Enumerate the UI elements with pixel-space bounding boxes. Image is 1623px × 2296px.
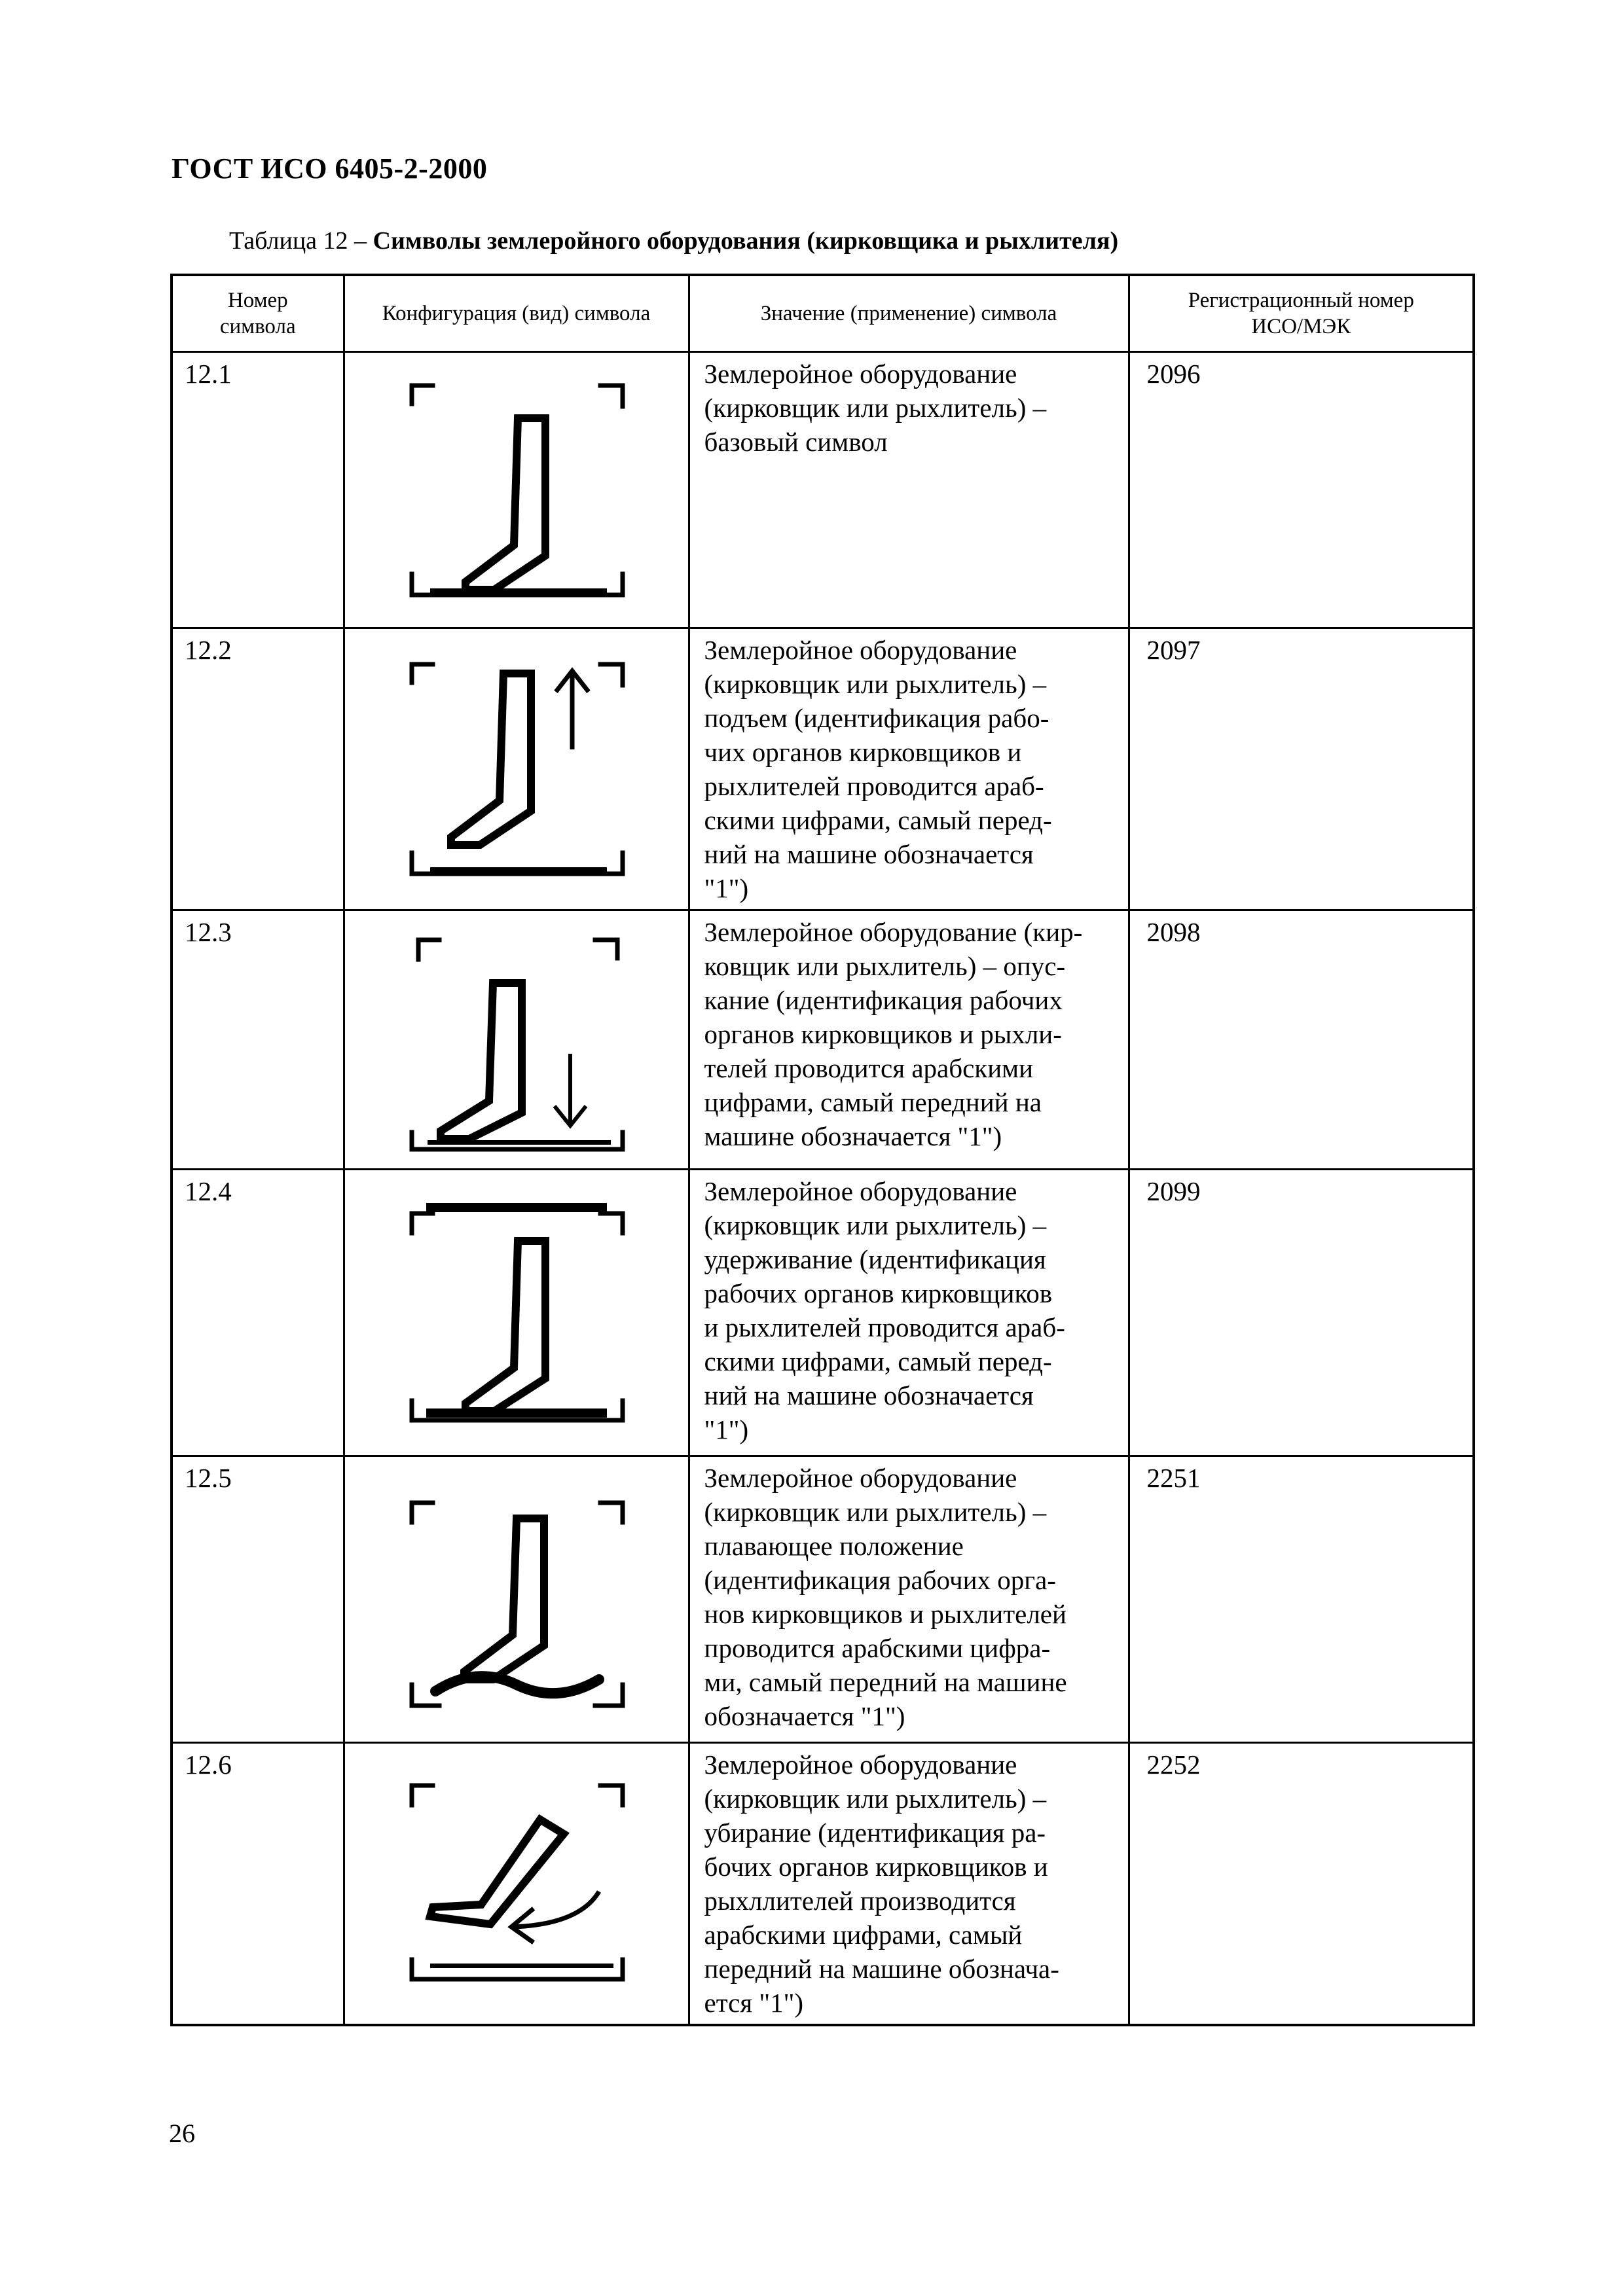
meaning-line: "1") bbox=[704, 873, 749, 903]
meaning-line: нов кирковщиков и рыхлителей bbox=[704, 1599, 1067, 1629]
symbol-number: 12.2 bbox=[172, 628, 344, 910]
meaning-line: удерживание (идентификация bbox=[704, 1244, 1046, 1274]
symbol-meaning bbox=[689, 352, 1129, 628]
symbol-configuration bbox=[344, 1743, 689, 2026]
ripper-retract-icon bbox=[399, 1753, 634, 2015]
column-header-number-line1: Номер bbox=[227, 288, 288, 312]
symbol-configuration bbox=[344, 910, 689, 1170]
meaning-line: Землеройное оборудование bbox=[704, 635, 1017, 665]
table-caption bbox=[229, 226, 1118, 255]
registration-number: 2252 bbox=[1129, 1743, 1474, 2026]
column-header-number bbox=[172, 275, 344, 352]
symbol-meaning bbox=[689, 1456, 1129, 1743]
meaning-line: (кирковщик или рыхлитель) – bbox=[704, 393, 1047, 423]
meaning-line: рыхлителей проводится араб- bbox=[704, 771, 1044, 801]
document-header: ГОСТ ИСО 6405-2-2000 bbox=[172, 152, 488, 185]
meaning-line: "1") bbox=[704, 1414, 749, 1444]
ripper-lower-icon bbox=[399, 919, 634, 1161]
symbol-number: 12.4 bbox=[172, 1170, 344, 1456]
meaning-line: (идентификация рабочих орга- bbox=[704, 1565, 1056, 1595]
meaning-line: рыхллителей производится bbox=[704, 1886, 1016, 1916]
column-header-reg-line2: ИСО/МЭК bbox=[1251, 315, 1351, 338]
table-row bbox=[172, 1170, 1474, 1456]
symbol-configuration bbox=[344, 352, 689, 628]
symbol-meaning bbox=[689, 1170, 1129, 1456]
meaning-line: чих органов кирковщиков и bbox=[704, 737, 1022, 767]
meaning-line: кание (идентификация рабочих bbox=[704, 985, 1063, 1015]
meaning-line: Землеройное оборудование bbox=[704, 1463, 1017, 1493]
meaning-line: Землеройное оборудование bbox=[704, 1749, 1017, 1780]
meaning-line: убирание (идентификация ра- bbox=[704, 1818, 1046, 1848]
symbol-meaning bbox=[689, 1743, 1129, 2026]
meaning-line: (кирковщик или рыхлитель) – bbox=[704, 1497, 1047, 1527]
meaning-line: передний на машине обознача- bbox=[704, 1954, 1059, 1984]
ripper-raise-icon bbox=[399, 645, 634, 893]
symbol-number: 12.5 bbox=[172, 1456, 344, 1743]
meaning-line: Землеройное оборудование bbox=[704, 359, 1017, 389]
meaning-line: органов кирковщиков и рыхли- bbox=[704, 1019, 1062, 1049]
table-row bbox=[172, 910, 1474, 1170]
meaning-line: рабочих органов кирковщиков bbox=[704, 1278, 1053, 1308]
meaning-line: проводится арабскими цифра- bbox=[704, 1633, 1051, 1663]
meaning-line: ний на машине обозначается bbox=[704, 839, 1034, 869]
meaning-line: ний на машине обозначается bbox=[704, 1380, 1034, 1410]
symbol-configuration bbox=[344, 1456, 689, 1743]
column-header-config: Конфигурация (вид) символа bbox=[344, 275, 689, 352]
symbol-number: 12.3 bbox=[172, 910, 344, 1170]
meaning-line: ми, самый передний на машине bbox=[704, 1667, 1067, 1697]
meaning-line: обозначается "1") bbox=[704, 1701, 905, 1731]
registration-number: 2096 bbox=[1129, 352, 1474, 628]
page-number: 26 bbox=[169, 2119, 195, 2148]
table-row bbox=[172, 352, 1474, 628]
symbol-number: 12.6 bbox=[172, 1743, 344, 2026]
meaning-line: телей проводится арабскими bbox=[704, 1053, 1034, 1083]
symbol-configuration bbox=[344, 1170, 689, 1456]
meaning-line: Землеройное оборудование (кир- bbox=[704, 917, 1083, 947]
meaning-line: бочих органов кирковщиков и bbox=[704, 1852, 1048, 1882]
symbol-meaning bbox=[689, 628, 1129, 910]
ripper-hold-icon bbox=[399, 1182, 634, 1444]
meaning-line: базовый символ bbox=[704, 427, 888, 457]
meaning-line: машине обозначается "1") bbox=[704, 1121, 1002, 1151]
meaning-line: Землеройное оборудование bbox=[704, 1176, 1017, 1206]
table-row bbox=[172, 628, 1474, 910]
table-row bbox=[172, 1456, 1474, 1743]
ripper-float-icon bbox=[399, 1469, 634, 1731]
symbols-table bbox=[170, 274, 1475, 2026]
meaning-line: (кирковщик или рыхлитель) – bbox=[704, 1210, 1047, 1240]
meaning-line: плавающее положение bbox=[704, 1531, 964, 1561]
column-header-number-line2: символа bbox=[219, 315, 296, 338]
column-header-reg-number bbox=[1129, 275, 1474, 352]
meaning-line: (кирковщик или рыхлитель) – bbox=[704, 1784, 1047, 1814]
registration-number: 2099 bbox=[1129, 1170, 1474, 1456]
table-row bbox=[172, 1743, 1474, 2026]
registration-number: 2097 bbox=[1129, 628, 1474, 910]
symbol-number: 12.1 bbox=[172, 352, 344, 628]
column-header-meaning: Значение (применение) символа bbox=[689, 275, 1129, 352]
meaning-line: скими цифрами, самый перед- bbox=[704, 1346, 1052, 1376]
meaning-line: скими цифрами, самый перед- bbox=[704, 805, 1052, 835]
table-caption-title: Символы землеройного оборудования (кирковщика и рыхлителя) bbox=[373, 227, 1119, 255]
meaning-line: ковщик или рыхлитель) – опус- bbox=[704, 951, 1066, 981]
symbol-configuration bbox=[344, 628, 689, 910]
registration-number: 2098 bbox=[1129, 910, 1474, 1170]
meaning-line: подъем (идентификация рабо- bbox=[704, 703, 1049, 733]
column-header-reg-line1: Регистрационный номер bbox=[1188, 288, 1414, 312]
table-header-row bbox=[172, 275, 1474, 352]
meaning-line: арабскими цифрами, самый bbox=[704, 1920, 1023, 1950]
ripper-base-icon bbox=[399, 366, 634, 615]
meaning-line: (кирковщик или рыхлитель) – bbox=[704, 669, 1047, 699]
meaning-line: ется "1") bbox=[704, 1988, 804, 2018]
meaning-line: цифрами, самый передний на bbox=[704, 1087, 1042, 1117]
meaning-line: и рыхлителей проводится араб- bbox=[704, 1312, 1065, 1342]
table-caption-prefix: Таблица 12 – bbox=[229, 227, 373, 255]
registration-number: 2251 bbox=[1129, 1456, 1474, 1743]
symbol-meaning bbox=[689, 910, 1129, 1170]
